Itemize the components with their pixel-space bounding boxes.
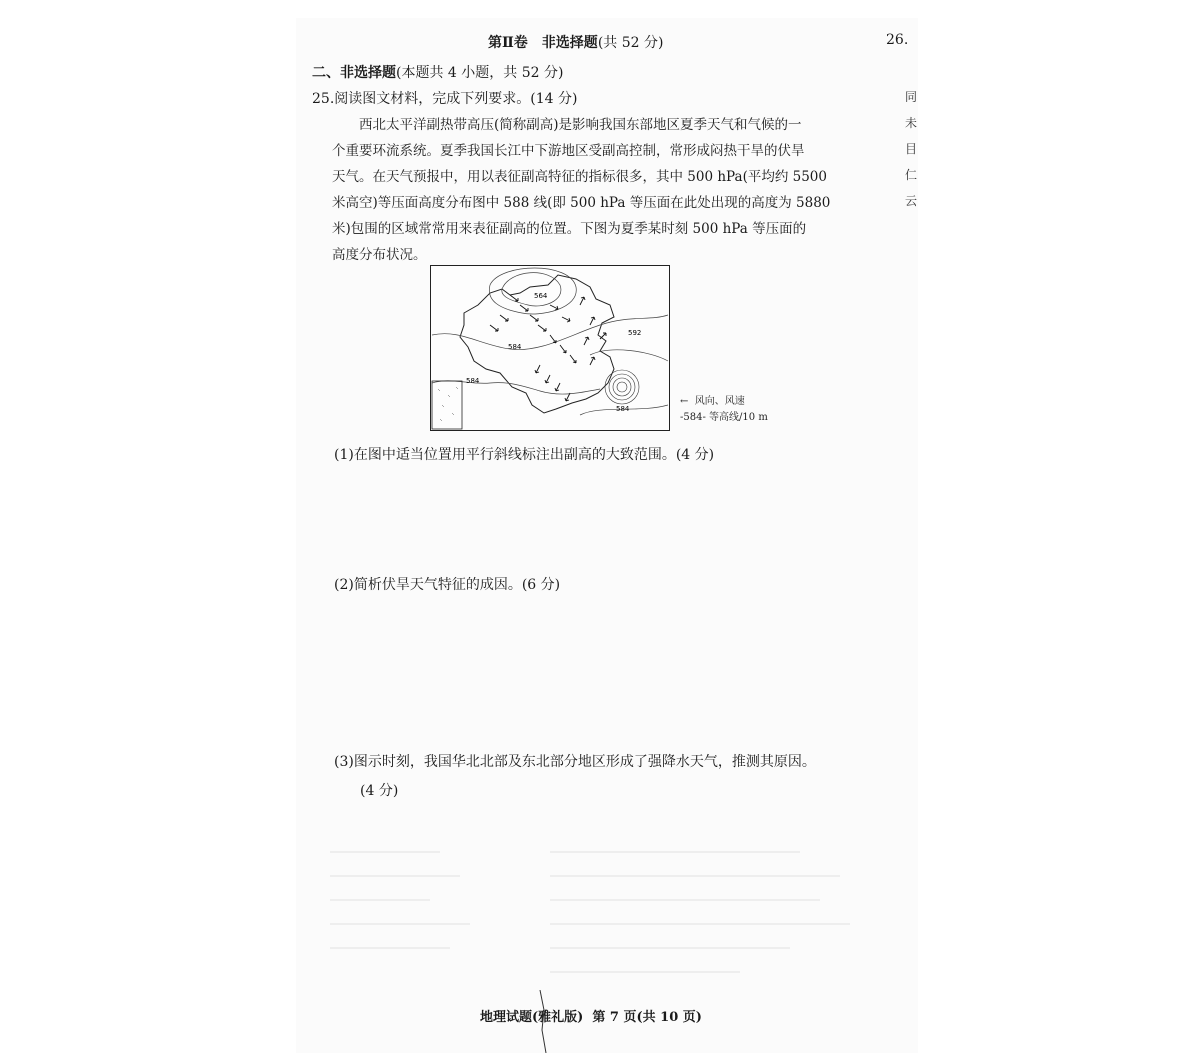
legend-wind-label: 风向、风速 xyxy=(694,396,745,407)
question-25-material xyxy=(332,112,862,268)
contour-label: 592 xyxy=(628,329,642,337)
margin-char: 仁 xyxy=(905,168,918,182)
contour-label: 584 xyxy=(508,343,522,351)
footer-subject: 地理试题(雅礼版) xyxy=(480,1010,584,1025)
page-footer xyxy=(480,1006,702,1025)
question-25-prompt: 25.阅读图文材料，完成下列要求。(14 分) xyxy=(312,91,578,107)
margin-char: 同 xyxy=(905,90,918,104)
part-title: 第Ⅱ卷 非选择题 xyxy=(488,35,598,51)
map-legend xyxy=(680,394,768,426)
sub-question-2: (2)简析伏旱天气特征的成因。(6 分) xyxy=(334,577,561,593)
margin-char: 未 xyxy=(905,116,918,130)
next-question-fragment: 26. xyxy=(886,32,909,48)
footer-page-number: 第 7 页(共 10 页) xyxy=(592,1010,702,1025)
contour-label: 584 xyxy=(616,405,630,413)
material-line: 天气。在天气预报中，用以表征副高特征的指标很多，其中 500 hPa(平均约 5500 xyxy=(332,169,827,185)
material-line: 西北太平洋副热带高压(简称副高)是影响我国东部地区夏季天气和气候的一 xyxy=(359,117,802,133)
pressure-height-map xyxy=(430,265,670,431)
legend-contour xyxy=(680,410,768,426)
material-line: 高度分布状况。 xyxy=(332,247,427,263)
contour-label: 584 xyxy=(466,377,480,385)
margin-char: 目 xyxy=(905,142,918,156)
contour-label: 564 xyxy=(534,292,548,300)
sub-question-3-score: (4 分) xyxy=(360,783,399,799)
wind-arrow-icon: ← xyxy=(680,396,689,407)
legend-wind xyxy=(680,394,768,410)
section-title: 二、非选择题 xyxy=(312,65,396,81)
part-subtitle: (共 52 分) xyxy=(597,35,664,51)
material-line: 个重要环流系统。夏季我国长江中下游地区受副高控制，常形成闷热干旱的伏旱 xyxy=(332,143,805,159)
right-margin-fragments xyxy=(905,88,918,218)
bleed-through-texture xyxy=(320,840,880,990)
part-heading xyxy=(488,32,663,52)
margin-char: 云 xyxy=(905,194,918,208)
section-heading xyxy=(312,62,563,82)
sub-question-3: (3)图示时刻，我国华北北部及东北部分地区形成了强降水天气，推测其原因。 xyxy=(334,754,816,770)
sub-question-1: (1)在图中适当位置用平行斜线标注出副高的大致范围。(4 分) xyxy=(334,447,715,463)
material-line: 米)包围的区域常常用来表征副高的位置。下图为夏季某时刻 500 hPa 等压面的 xyxy=(332,221,807,237)
legend-contour-sample: -584- xyxy=(680,412,706,423)
material-line: 米高空)等压面高度分布图中 588 线(即 500 hPa 等压面在此处出现的高度为 5880 xyxy=(332,195,831,211)
section-subtitle: (本题共 4 小题，共 52 分) xyxy=(396,65,564,81)
legend-contour-label: 等高线/10 m xyxy=(709,412,768,423)
page-fold-mark xyxy=(538,990,558,1053)
